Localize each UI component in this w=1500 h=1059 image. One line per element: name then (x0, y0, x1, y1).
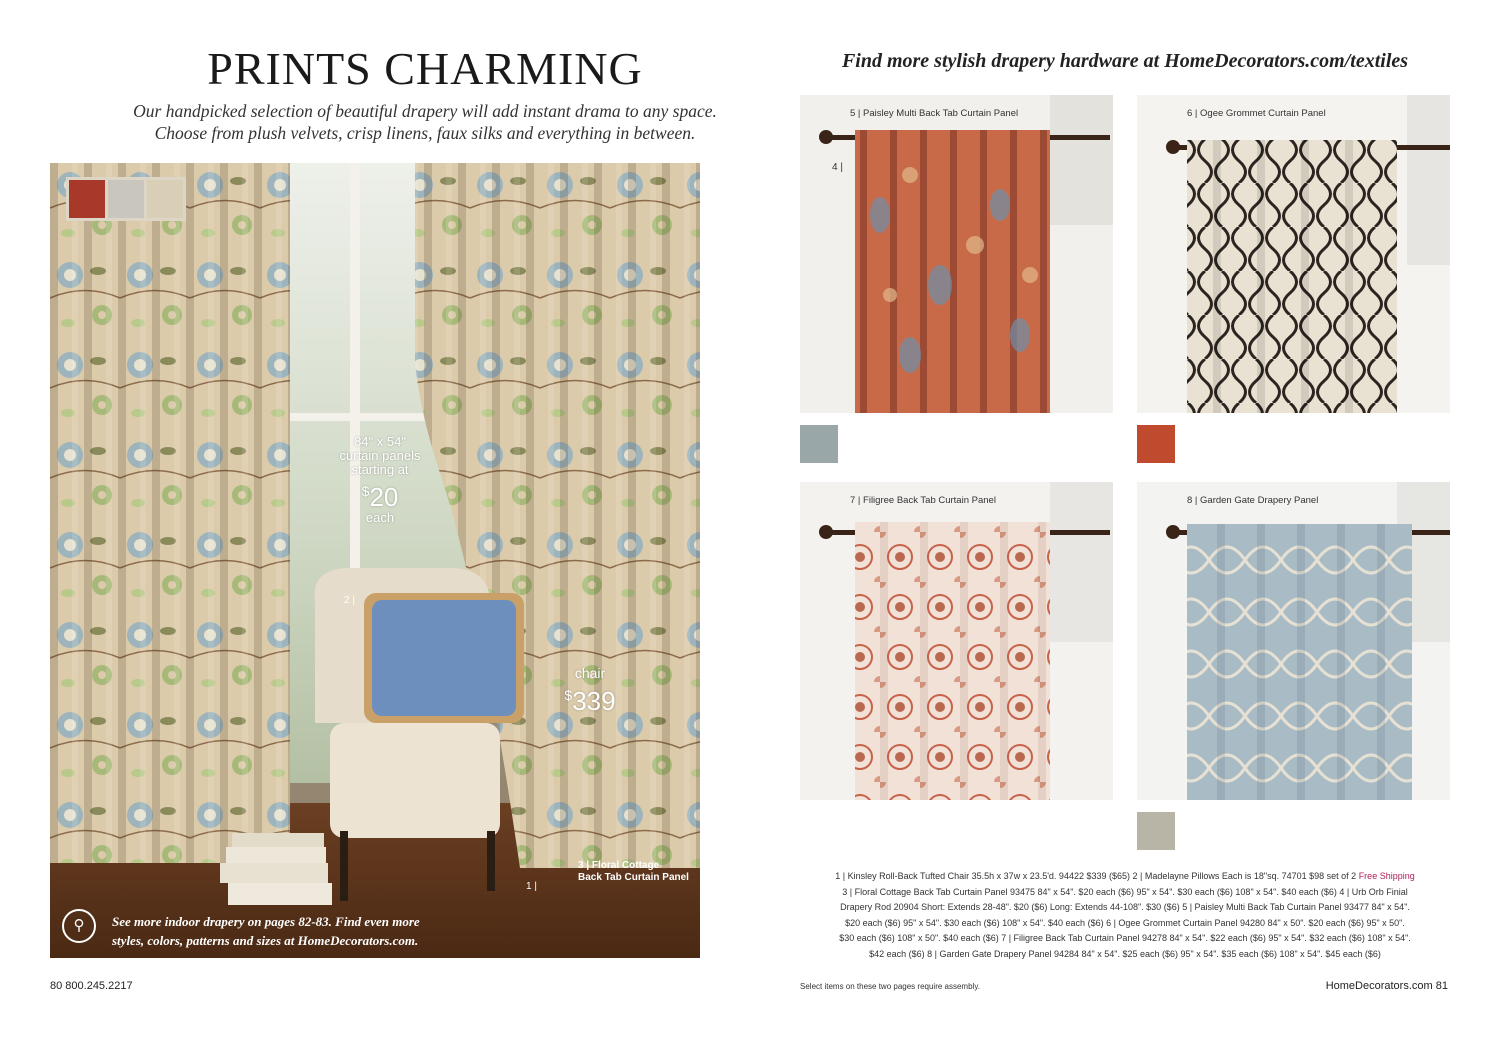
swatch-chip-5[interactable] (800, 425, 838, 463)
fabric-swatch-strip (66, 177, 186, 221)
specs-line-1-text: 1 | Kinsley Roll-Back Tufted Chair 35.5h x 37w x 23.5'd. 94422 $339 ($65) 2 | Madelayne Pillows Each is 18"sq. 74701 $98 set of 2 (835, 871, 1357, 881)
offer-line-3: starting at (351, 462, 409, 477)
garden-gate-curtain-image (1137, 482, 1450, 800)
chair-price-value: 339 (572, 686, 616, 716)
product-tile-garden-gate[interactable] (1137, 482, 1450, 800)
callout-4: 4 | (832, 162, 843, 173)
panel-price-callout (310, 435, 450, 525)
chair-currency: $ (564, 687, 573, 703)
intro-text (50, 100, 800, 144)
product-tile-filigree[interactable] (800, 482, 1113, 800)
filigree-curtain-image (800, 482, 1113, 800)
hero-photo (50, 163, 700, 958)
product-caption-7: 7 | Filigree Back Tab Curtain Panel (850, 495, 996, 506)
folio-site-link[interactable]: HomeDecorators.com (1325, 980, 1433, 992)
hardware-link[interactable]: Find more stylish drapery hardware at HomeDecorators.com/textiles (841, 50, 1409, 72)
item-3-label (578, 860, 689, 884)
hero-scene-illustration (50, 163, 700, 958)
offer-size: 84" x 54" (354, 434, 406, 449)
callout-1: 1 | (526, 881, 537, 892)
swatch-blue-floral (108, 180, 144, 218)
product-caption-6: 6 | Ogee Grommet Curtain Panel (1187, 108, 1326, 119)
product-caption-5: 5 | Paisley Multi Back Tab Curtain Panel (850, 108, 1019, 119)
offer-line-2: curtain panels (339, 448, 421, 463)
intro-line-1: Our handpicked selection of beautiful drapery will add instant drama to any space. (133, 101, 717, 121)
callout-2: 2 | (344, 595, 355, 606)
swatch-red-floral (69, 180, 105, 218)
offer-price (310, 477, 450, 511)
swatch-green-floral (147, 180, 183, 218)
folio-page-number: 81 (1435, 980, 1448, 992)
assembly-note: Select items on these two pages require assembly. (800, 982, 980, 991)
specs-line-6: $42 each ($6) 8 | Garden Gate Drapery Panel 94284 84" x 54". $25 each ($6) 95" x 54". $35 each ($6) 108" x 54". $45 each ($6) (869, 948, 1381, 959)
item-3-line-2: Back Tab Curtain Panel (578, 872, 689, 883)
paisley-curtain-image (800, 95, 1113, 413)
magnifier-icon: ⚲ (62, 909, 96, 943)
see-more-text (112, 912, 442, 950)
specs-line-4: $20 each ($6) 95" x 54". $30 each ($6) 108" x 54". $40 each ($6) 6 | Ogee Grommet Curtain Panel 94280 84" x 50". $20 each ($6) 95" x 50". (845, 917, 1405, 928)
product-tile-paisley[interactable] (800, 95, 1113, 413)
item-3-line-1: 3 | Floral Cottage (578, 860, 660, 871)
chair-price (550, 681, 630, 715)
product-caption-8: 8 | Garden Gate Drapery Panel (1187, 495, 1319, 506)
specs-line-1 (800, 869, 1450, 885)
product-specs (800, 869, 1450, 962)
swatch-chip-8[interactable] (1137, 812, 1175, 850)
intro-line-2: Choose from plush velvets, crisp linens, faux silks and everything in between. (154, 123, 696, 143)
see-more-line-1: See more indoor drapery on pages 82-83. Find even more (112, 914, 420, 929)
swatch-chip-6[interactable] (1137, 425, 1175, 463)
specs-line-2: 3 | Floral Cottage Back Tab Curtain Panel 93475 84" x 54". $20 each ($6) 95" x 54". $30 each ($6) 108" x 54". $40 each ($6) 4 | Urb Orb Finial (842, 886, 1408, 897)
specs-line-3: Drapery Rod 20904 Short: Extends 28-48". $20 ($6) Long: Extends 44-108". $30 ($6) 5 | Paisley Multi Back Tab Curtain Panel 93477 84" x 54". (840, 902, 1410, 912)
page-headline: PRINTS CHARMING (207, 43, 643, 94)
chair-price-callout (550, 665, 630, 715)
left-folio: 80 800.245.2217 (50, 980, 133, 992)
specs-line-5: $30 each ($6) 108" x 50". $40 each ($6) 7 | Filigree Back Tab Curtain Panel 94278 84" x 54". $22 each ($6) 95" x 54". $32 each ($6) 108" x 54". (839, 933, 1411, 943)
offer-currency: $ (361, 483, 370, 499)
free-shipping-badge: Free Shipping (1358, 871, 1415, 881)
offer-unit: each (365, 510, 395, 525)
chair-label: chair (574, 665, 606, 681)
right-folio (1326, 980, 1448, 992)
see-more-line-2: styles, colors, patterns and sizes at HomeDecorators.com. (112, 933, 419, 948)
product-tile-ogee[interactable] (1137, 95, 1450, 413)
offer-price-value: 20 (369, 482, 399, 512)
ogee-curtain-image (1137, 95, 1450, 413)
